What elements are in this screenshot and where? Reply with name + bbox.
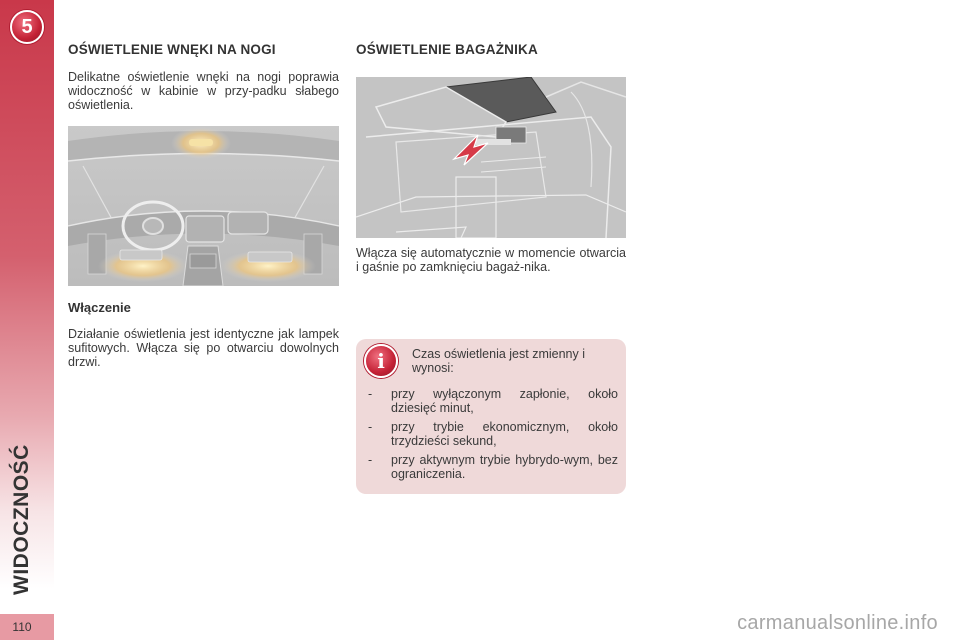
chapter-badge: 5 <box>10 10 44 44</box>
boot-photo <box>356 77 626 238</box>
info-icon: i <box>364 344 398 378</box>
boot-heading: OŚWIETLENIE BAGAŻNIKA <box>356 42 538 57</box>
boot-lighting-section <box>356 42 626 274</box>
footwell-intro: Delikatne oświetlenie wnęki na nogi poprawia widoczność w kabinie w przy-padku słabego oświetlenia. <box>68 70 339 112</box>
footwell-lighting-section <box>68 42 339 369</box>
footwell-heading: OŚWIETLENIE WNĘKI NA NOGI <box>68 42 276 57</box>
list-item: - przy aktywnym trybie hybrydo-wym, bez ograniczenia. <box>368 453 618 481</box>
switching-on-text: Działanie oświetlenia jest identyczne jak lampek sufitowych. Włącza się po otwarciu dowolnych drzwi. <box>68 327 339 369</box>
chapter-sidebar <box>0 0 54 640</box>
switching-on-subheading: Włączenie <box>68 300 131 315</box>
car-interior-illustration <box>68 126 339 286</box>
list-item: - przy wyłączonym zapłonie, około dziesięć minut, <box>368 387 618 415</box>
boot-lighting-text: Włącza się automatycznie w momencie otwarcia i gaśnie po zamknięciu bagaż-nika. <box>356 246 626 274</box>
info-intro: Czas oświetlenia jest zmienny i wynosi: <box>412 347 585 375</box>
footwell-photo <box>68 126 339 286</box>
info-list <box>366 387 618 486</box>
page-number: 110 <box>12 620 32 634</box>
info-box <box>356 339 626 494</box>
section-title: WIDOCZNOŚĆ <box>10 444 33 595</box>
list-item: - przy trybie ekonomicznym, około trzydzieści sekund, <box>368 420 618 448</box>
boot-illustration <box>356 77 626 238</box>
page-number-box <box>0 614 54 640</box>
watermark: carmanualsonline.info <box>737 612 938 634</box>
